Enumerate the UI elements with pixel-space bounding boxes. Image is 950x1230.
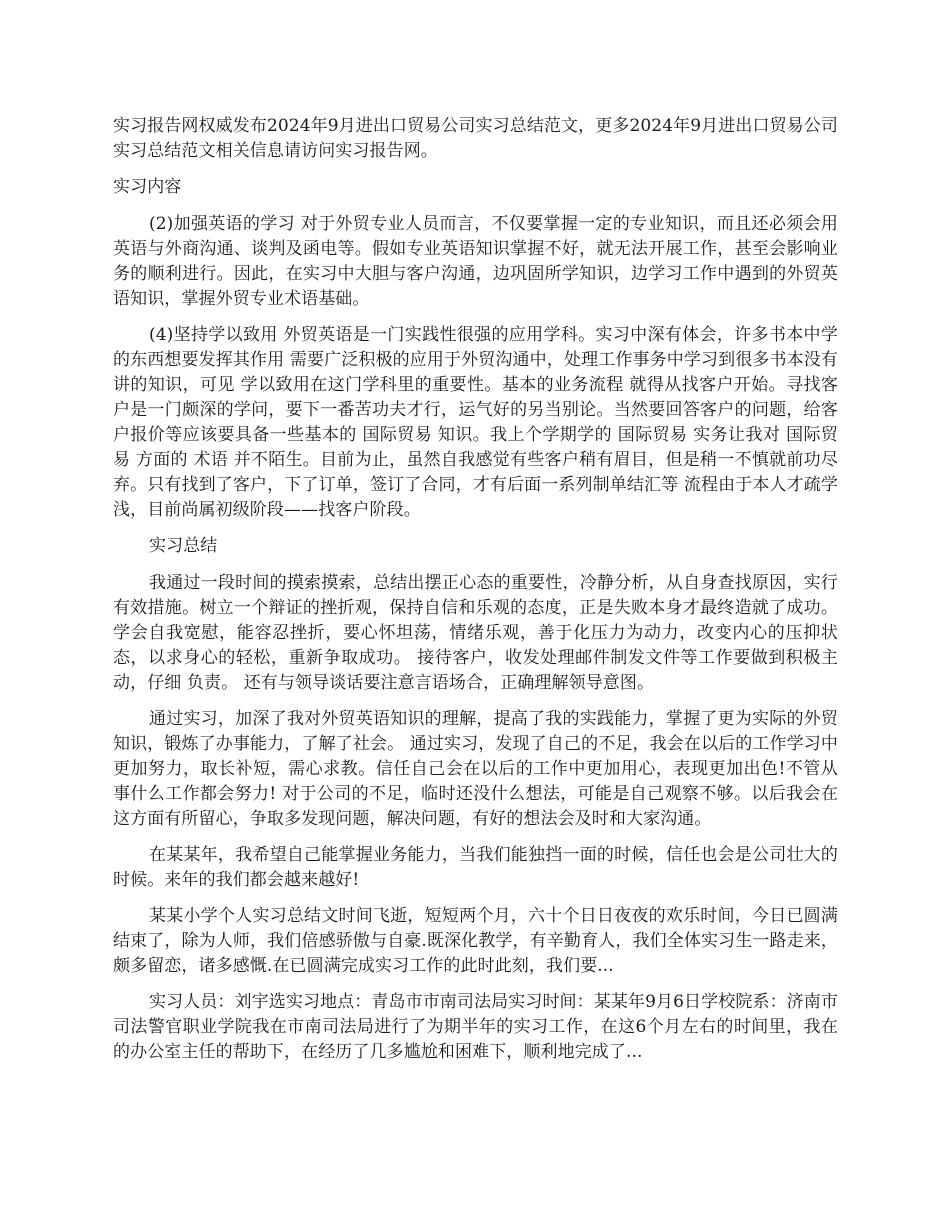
body-paragraph: 通过实习，加深了我对外贸英语知识的理解，提高了我的实践能力，掌握了更为实际的外贸知识，锻炼了办事能力，了解了社会。 通过实习，发现了自己的不足，我会在以后的工作学习中更加努力，取长补短，需心求教。信任自己会在以后的工作中更加用心，表现更加出色!不管从事什么工作都会努力! 对于公司的不足，临时还没什么想法，可能是自己观察不够。以后我会在这方面有所留心，争取多发现问题，解决问题，有好的想法会及时和大家沟通。 <box>113 709 838 829</box>
document-page <box>113 114 838 1076</box>
body-paragraph: (2)加强英语的学习 对于外贸专业人员而言，不仅要掌握一定的专业知识，而且还必须会用英语与外商沟通、谈判及函电等。假如专业英语知识掌握不好，就无法开展工作，甚至会影响业务的顺利进行。因此，在实习中大胆与客户沟通，边巩固所学知识，边学习工作中遇到的外贸英语知识，掌握外贸专业术语基础。 <box>113 214 838 309</box>
body-paragraph: 在某某年，我希望自己能掌握业务能力，当我们能独挡一面的时候，信任也会是公司壮大的时候。来年的我们都会越来越好! <box>113 845 838 890</box>
body-paragraph: 我通过一段时间的摸索摸索，总结出摆正心态的重要性，冷静分析，从自身查找原因，实行有效措施。树立一个辩证的挫折观，保持自信和乐观的态度，正是失败本身才最终造就了成功。学会自我宽慰，能容忍挫折，要心怀坦荡，情绪乐观，善于化压力为动力，改变内心的压抑状态，以求身心的轻松，重新争取成功。 接待客户，收发处理邮件制发文件等工作要做到积极主动，仔细 负责。 还有与领导谈话要注意言语场合，正确理解领导意图。 <box>113 573 838 693</box>
body-paragraph: 实习人员：刘宇选实习地点：青岛市市南司法局实习时间：某某年9月6日学校院系：济南市司法警官职业学院我在市南司法局进行了为期半年的实习工作，在这6个月左右的时间里，我在的办公室主任的帮助下，在经历了几多尴尬和困难下，顺利地完成了... <box>113 992 838 1062</box>
body-paragraph: 某某小学个人实习总结文时间飞逝，短短两个月，六十个日日夜夜的欢乐时间，今日已圆满结束了，除为人师，我们倍感骄傲与自豪.既深化教学，有辛勤育人，我们全体实习生一路走来，颇多留恋，诸多感慨.在已圆满完成实习工作的此时此刻，我们要... <box>113 906 838 976</box>
section-heading-content: 实习内容 <box>113 177 182 197</box>
body-paragraph: (4)坚持学以致用 外贸英语是一门实践性很强的应用学科。实习中深有体会，许多书本中学的东西想要发挥其作用 需要广泛积极的应用于外贸沟通中，处理工作事务中学习到很多书本没有讲的知识，可见 学以致用在这门学科里的重要性。基本的业务流程 就得从找客户开始。寻找客户是一门颇深的学问，要下一番苦功夫才行，运气好的另当别论。当然要回答客户的问题，给客户报价等应该要具备一些基本的 国际贸易 知识。我上个学期学的 国际贸易 实务让我对 国际贸易 方面的 术语 并不陌生。目前为止，虽然自我感觉有些客户稍有眉目，但是稍一不慎就前功尽弃。只有找到了客户，下了订单，签订了合同，才有后面一系列制单结汇等 流程由于本人才疏学浅，目前尚属初级阶段——找客户阶段。 <box>113 325 838 520</box>
intro-paragraph: 实习报告网权威发布2024年9月进出口贸易公司实习总结范文，更多2024年9月进出口贸易公司实习总结范文相关信息请访问实习报告网。 <box>113 116 838 161</box>
section-heading-summary: 实习总结 <box>149 536 218 556</box>
